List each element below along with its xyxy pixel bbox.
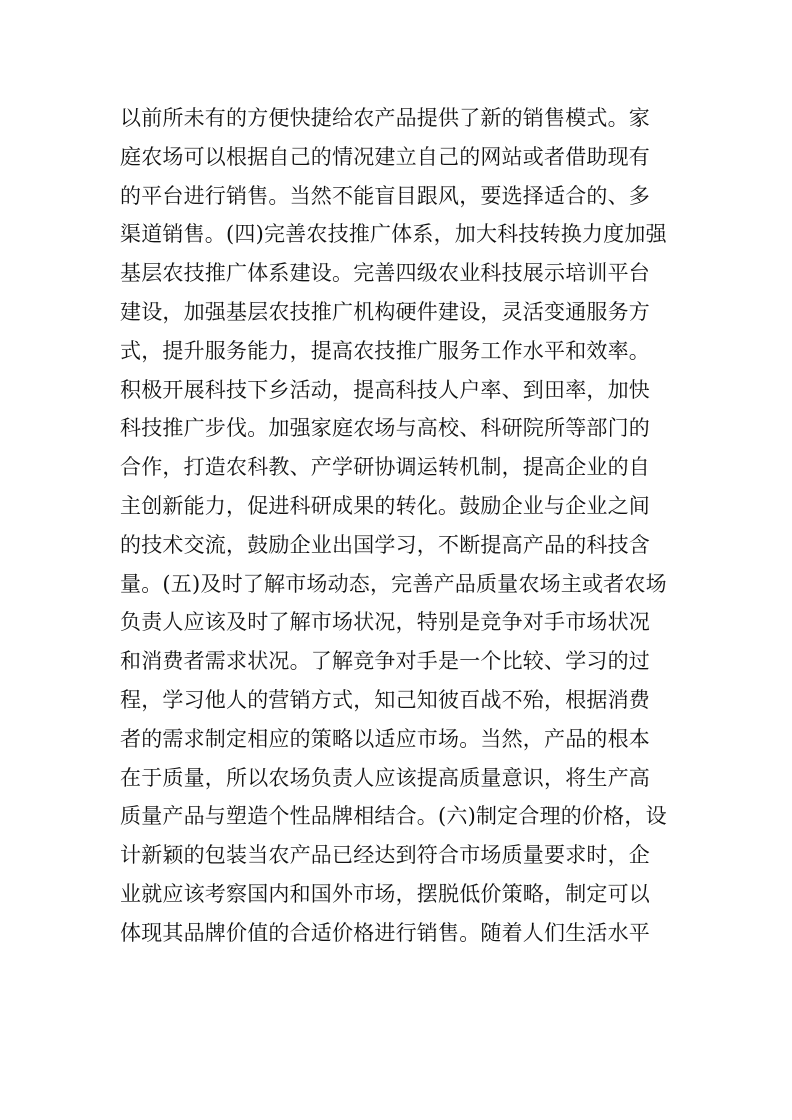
text-line: 合作，打造农科教、产学研协调运转机制，提高企业的自 [120, 455, 650, 480]
text-line: 建设，加强基层农技推广机构硬件建设，灵活变通服务方 [120, 299, 650, 324]
text-line: 庭农场可以根据自己的情况建立自己的网站或者借助现有 [120, 144, 650, 169]
text-line: 在于质量，所以农场负责人应该提高质量意识，将生产高 [120, 765, 650, 790]
text-line: 量。(五)及时了解市场动态，完善产品质量农场主或者农场 [120, 571, 667, 596]
text-line: 业就应该考察国内和国外市场，摆脱低价策略，制定可以 [120, 881, 650, 906]
text-line: 计新颖的包装当农产品已经达到符合市场质量要求时，企 [120, 843, 650, 868]
text-line: 负责人应该及时了解市场状况，特别是竞争对手市场状况 [120, 610, 650, 635]
text-line: 基层农技推广体系建设。完善四级农业科技展示培训平台 [120, 261, 650, 286]
body-text [120, 99, 680, 953]
text-line: 主创新能力，促进科研成果的转化。鼓励企业与企业之间 [120, 493, 650, 518]
text-line: 积极开展科技下乡活动，提高科技人户率、到田率，加快 [120, 377, 650, 402]
text-line: 的技术交流，鼓励企业出国学习，不断提高产品的科技含 [120, 532, 650, 557]
text-line: 科技推广步伐。加强家庭农场与高校、科研院所等部门的 [120, 416, 650, 441]
text-line: 和消费者需求状况。了解竞争对手是一个比较、学习的过 [120, 649, 650, 674]
text-line: 渠道销售。(四)完善农技推广体系，加大科技转换力度加强 [120, 222, 667, 247]
text-line: 者的需求制定相应的策略以适应市场。当然，产品的根本 [120, 726, 650, 751]
text-line: 程，学习他人的营销方式，知己知彼百战不殆，根据消费 [120, 687, 650, 712]
text-line: 的平台进行销售。当然不能盲目跟风，要选择适合的、多 [120, 183, 650, 208]
text-line: 体现其品牌价值的合适价格进行销售。随着人们生活水平 [120, 920, 650, 945]
text-line: 质量产品与塑造个性品牌相结合。(六)制定合理的价格，设 [120, 804, 667, 829]
text-line: 以前所未有的方便快捷给农产品提供了新的销售模式。家 [120, 106, 650, 130]
text-line: 式，提升服务能力，提高农技推广服务工作水平和效率。 [120, 338, 650, 363]
